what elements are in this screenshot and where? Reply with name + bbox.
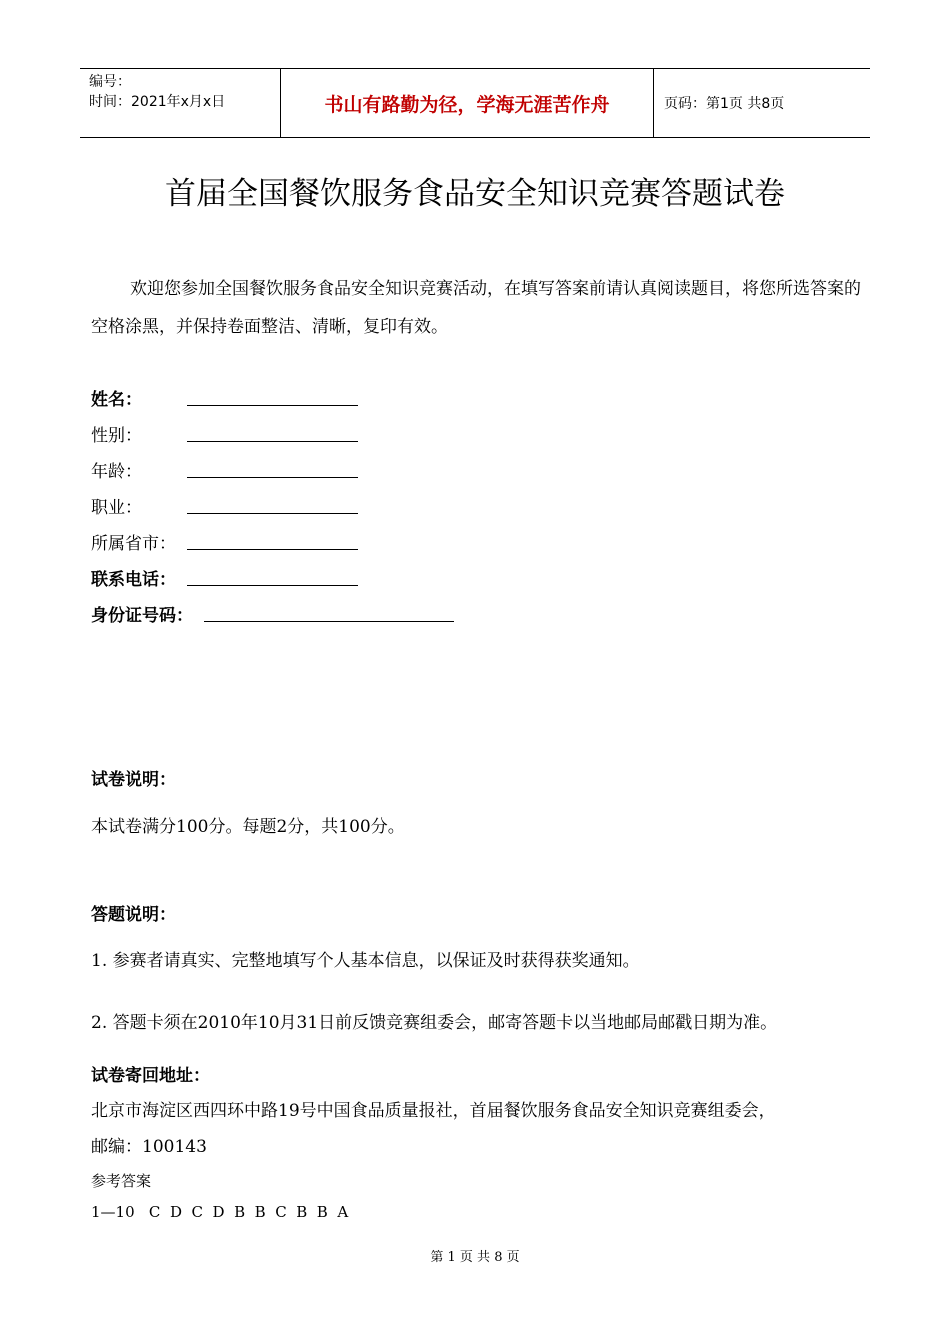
name-input-line[interactable] (187, 405, 358, 406)
name-label: 姓名： (91, 390, 142, 410)
return-address-heading: 试卷寄回地址： (91, 1066, 210, 1086)
header-meta (80, 69, 281, 137)
answer-notes-heading: 答题说明： (91, 905, 176, 925)
answer-notes-item-2: 2. 答题卡须在2010年10月31日前反馈竞赛组委会，邮寄答题卡以当地邮局邮戳日期为准。 (91, 1013, 778, 1033)
page-title: 首届全国餐饮服务食品安全知识竞赛答题试卷 (165, 176, 785, 212)
age-label: 年龄： (91, 462, 142, 482)
province-input-line[interactable] (187, 549, 358, 550)
gender-input-line[interactable] (187, 441, 358, 442)
number-label: 编号： (89, 74, 131, 90)
occupation-label: 职业： (91, 498, 142, 518)
page-footer: 第 1 页 共 8 页 (430, 1250, 520, 1265)
gender-label: 性别： (91, 426, 142, 446)
header-table (80, 68, 870, 138)
answers-heading: 参考答案 (91, 1172, 152, 1190)
return-address-line-1: 北京市海淀区西四环中路19号中国食品质量报社，首届餐饮服务食品安全知识竞赛组委会， (91, 1101, 776, 1121)
answers-line-1: 1—10 C D C D B B C B B A (91, 1203, 349, 1221)
id-number-input-line[interactable] (204, 621, 454, 622)
return-address-line-2: 邮编：100143 (91, 1137, 207, 1157)
exam-notes-heading: 试卷说明： (91, 770, 176, 790)
header-page-info: 页码：第1页 共8页 (664, 96, 785, 112)
phone-input-line[interactable] (187, 585, 358, 586)
time-label: 时间：2021年x月x日 (89, 94, 226, 110)
exam-notes-text: 本试卷满分100分。每题2分，共100分。 (91, 817, 405, 837)
intro-paragraph: 欢迎您参加全国餐饮服务食品安全知识竞赛活动，在填写答案前请认真阅读题目，将您所选答案的空格涂黑，并保持卷面整洁、清晰，复印有效。 (91, 279, 861, 337)
occupation-input-line[interactable] (187, 513, 358, 514)
province-label: 所属省市： (91, 534, 176, 554)
age-input-line[interactable] (187, 477, 358, 478)
id-number-label: 身份证号码： (91, 606, 193, 626)
header-motto: 书山有路勤为径，学海无涯苦作舟 (281, 69, 654, 137)
phone-label: 联系电话： (91, 570, 176, 590)
answer-notes-item-1: 1. 参赛者请真实、完整地填写个人基本信息，以保证及时获得获奖通知。 (91, 951, 640, 971)
